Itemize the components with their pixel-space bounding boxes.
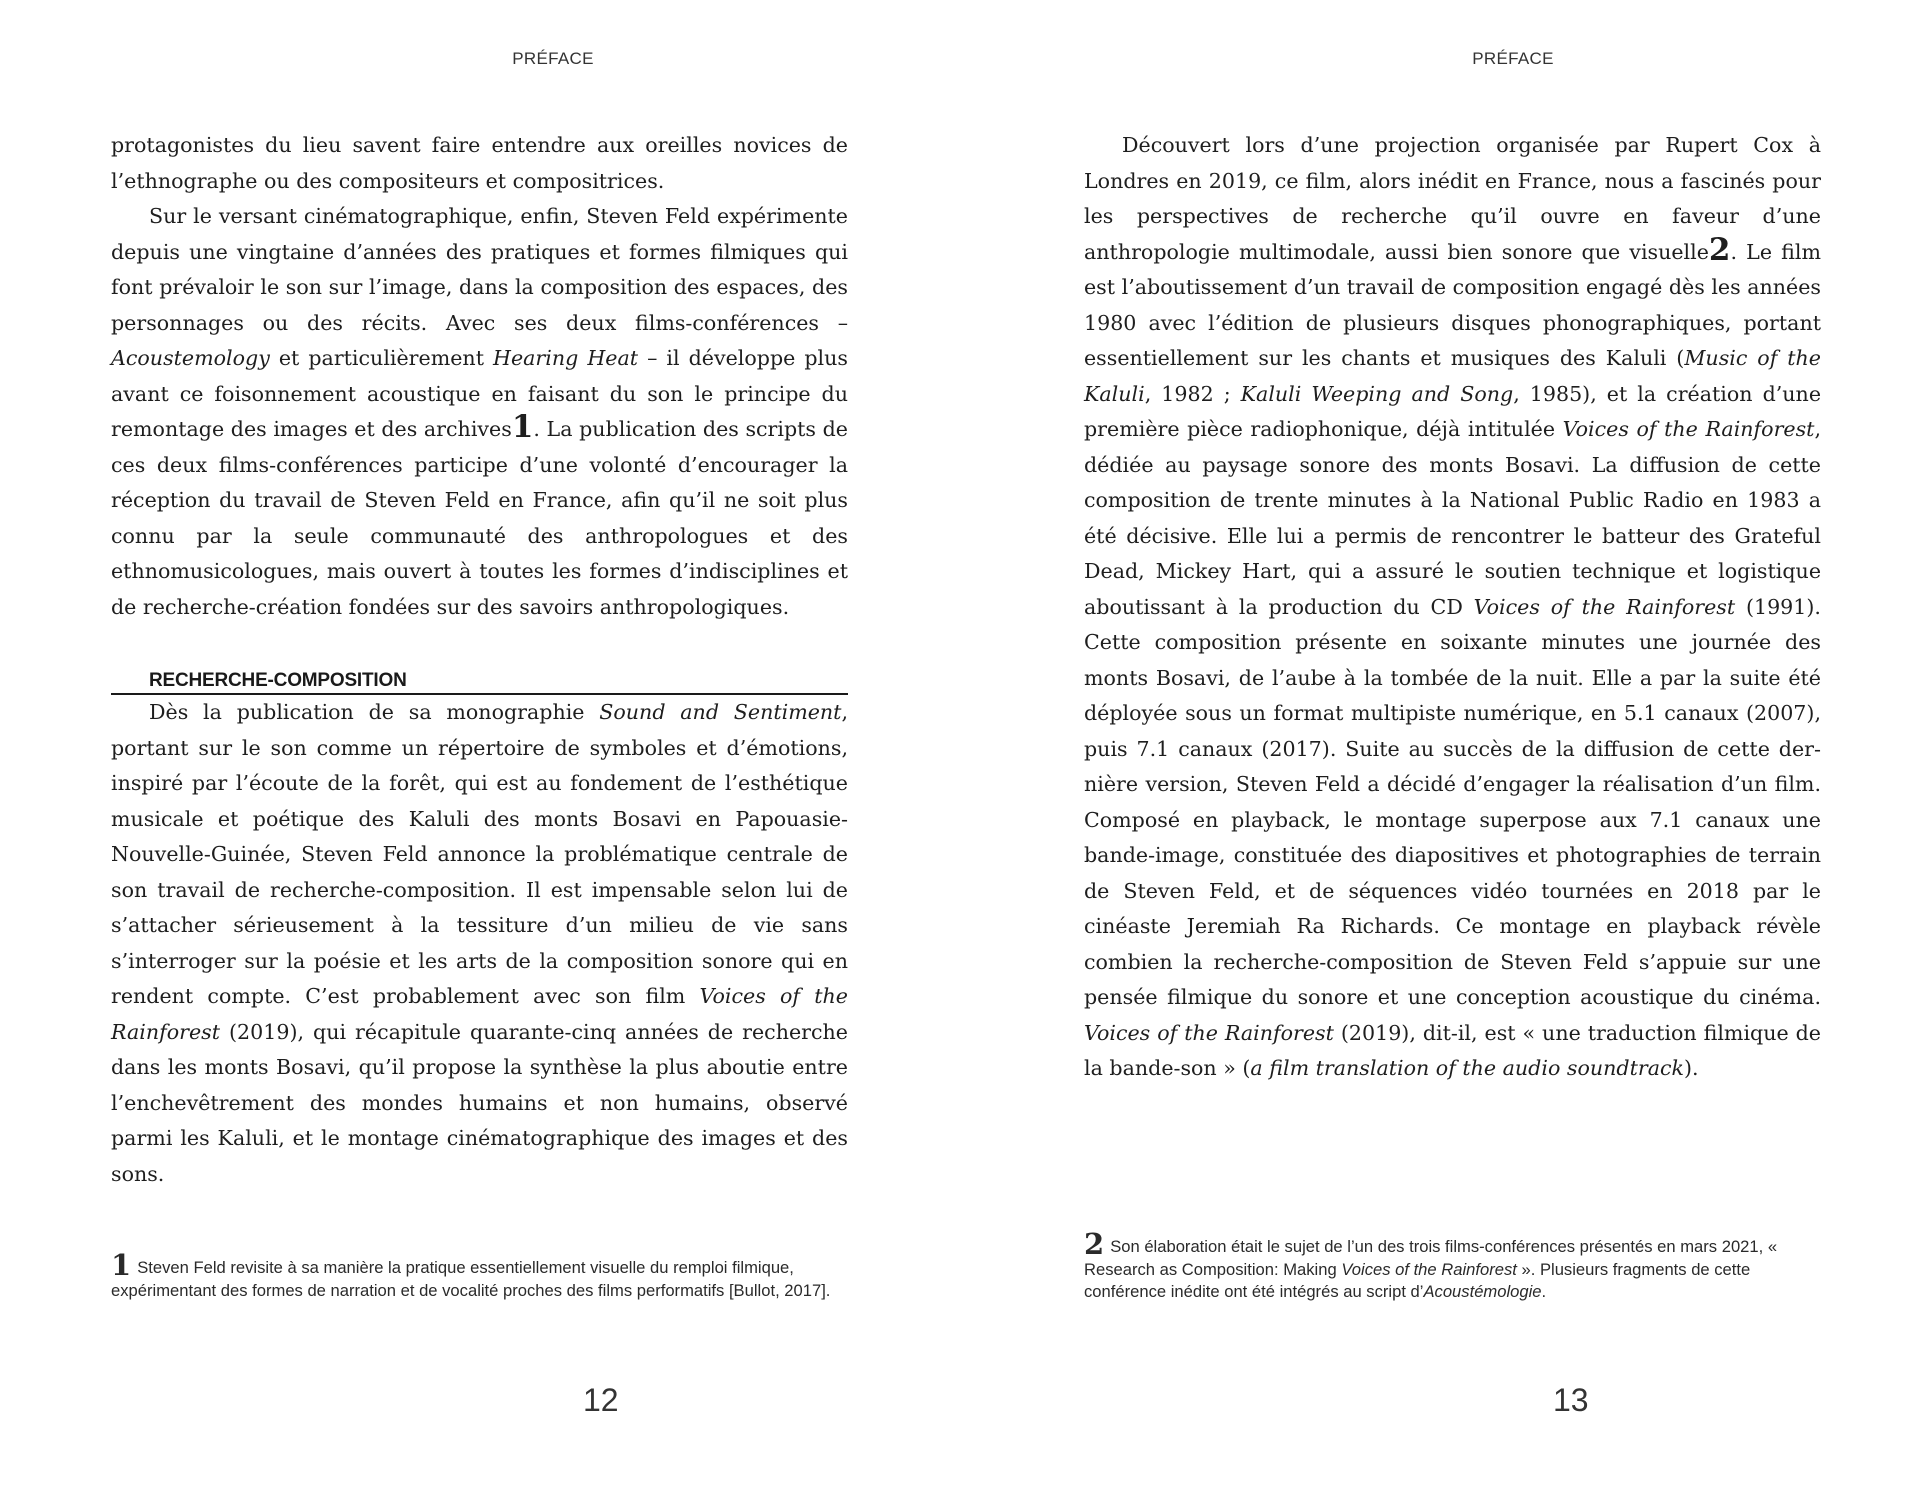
page-number: 12 (583, 1382, 619, 1418)
work-title: Acoustemology (111, 346, 270, 370)
work-title: Sound and Sentiment (599, 700, 842, 724)
work-title: Voices of the Rainforest (1084, 1020, 1334, 1045)
footnote-text: Steven Feld revisite à sa manière la pratique essentiellement visuelle du remploi filmique, expérimentant des formes de narration et de vocalité proches des films performatifs [Bullot, 2017]. (111, 1258, 831, 1300)
page-number: 13 (1553, 1382, 1589, 1418)
running-head: PRÉFACE (1472, 49, 1554, 68)
paragraph: protagonistes du lieu savent faire entendre aux oreilles novices de l’ethnographe ou des compositeurs et compositrices. (111, 133, 848, 193)
running-head: PRÉFACE (512, 49, 594, 68)
work-title: Hearing Heat (493, 346, 639, 370)
work-title: Voices of the Rainforest (111, 984, 848, 1044)
footnote (111, 1248, 831, 1302)
section-heading: RECHERCHE-COMPOSITION (111, 670, 848, 695)
body-text (111, 128, 848, 1192)
right-page (960, 0, 1920, 1496)
work-title: Voices of the Rainforest (1562, 417, 1815, 441)
work-title: Kaluli Weeping and Song (1240, 381, 1514, 406)
paragraph: Dès la publication de sa monographie Sound and Sentiment, portant sur le son comme un répertoire de symboles et d’émotions, inspiré par l’écoute de la forêt, qui est au fondement de l’esthétique musicale et poétique des Kaluli des monts Bosavi en Papouasie-Nouvelle-Guinée, Steven Feld annonce la problématique centrale de son travail de recherche-composition. Il est impensable selon lui de s’attacher sérieusement à la tessiture d’un milieu de vie sans s’interroger sur la poésie et les arts de la composition sonore qui en rendent compte. C’est probablement avec son film Voices of the Rainforest (2019), qui récapitule quarante-cinq années de recherche dans les monts Bosavi, qu’il propose la synthèse la plus aboutie entre l’enchevêtrement des mondes humains et non humains, observé parmi les Kaluli, et le montage cinématographique des images et des sons. (111, 700, 848, 1186)
work-title: Voices of the Rainforest (1473, 594, 1736, 619)
work-title: Music of the Kaluli (1084, 346, 1821, 406)
footnote: 2 Son élaboration était le sujet de l’un des trois films-conférences présentés en mars 2021, « Research as Composition: Making Voices of the Rainforest ». Plusieurs fragments de cette conférence inédite ont été intégrés au script d’Acoustémologie. (1084, 1227, 1778, 1301)
paragraph: Découvert lors d’une projection organisée par Rupert Cox à Londres en 2019, ce film, alors inédit en France, nous a fascinés pour les perspectives de recherche qu’il ouvre en faveur d’une anthropologie multimodale, aussi bien sonore que visuelle2. Le film est l’aboutissement d’un travail de composition engagé dès les années 1980 avec l’édition de plusieurs disques phonographiques, portant essentiellement sur les chants et musiques des Kaluli (Music of the Kaluli, 1982 ; Kaluli Weeping and Song, 1985), et la création d’une première pièce radiophonique, déjà intitulée Voices of the Rainforest, dédiée au paysage sonore des monts Bosavi. La diffusion de cette composition de trente minutes à la National Public Radio en 1983 a été décisive. Elle lui a permis de rencontrer le batteur des Grateful Dead, Mickey Hart, qui a assuré le soutien technique et logistique aboutissant à la production du CD Voices of the Rainforest (1991). Cette composition présente en soixante minutes une journée des monts Bosavi, de l’aube à la tombée de la nuit. Elle a par la suite été déployée sous un format multipiste numérique, en 5.1 canaux (2007), puis 7.1 canaux (2017). Suite au succès de la diffusion de cette dernière version, Steven Feld a décidé d’engager la réalisation d’un film. Composé en playback, le montage superpose aux 7.1 canaux une bande-image, constituée des diapositives et photographies de terrain de Steven Feld, et de séquences vidéo tournées en 2018 par le cinéaste Jeremiah Ra Richards. Ce montage en playback révèle combien la recherche-composition de Steven Feld s’appuie sur une pensée filmique du sonore et une conception acoustique du cinéma. Voices of the Rainforest (2019), dit-il, est « une traduction filmique de la bande-son » (a film translation of the audio soundtrack). (1084, 133, 1822, 1080)
quote-translation: a film translation of the audio soundtrack (1250, 1056, 1684, 1080)
footnote-number: 1 (111, 1248, 132, 1282)
paragraph: Sur le versant cinématographique, enfin, Steven Feld expérimente depuis une vingtaine d’années des pratiques et formes filmiques qui font prévaloir le son sur l’image, dans la composition des espaces, des personnages ou des récits. Avec ses deux films-conférences – Acoustemology et particulièrement Hearing Heat – il développe plus avant ce foisonnement acoustique en faisant du son le principe du remontage des images et des archives1. La publication des scripts de ces deux films-conférences participe d’une volonté d’encourager la réception du travail de Steven Feld en France, afin qu’il ne soit plus connu par la seule communauté des anthropologues et des ethnomusicologues, mais ouvert à toutes les formes d’indisciplines et de recherche-création fondées sur des savoirs anthropologiques. (111, 204, 848, 619)
work-title: Acoustémologie (1423, 1282, 1542, 1301)
footnote-reference[interactable]: 2 (1708, 231, 1731, 268)
left-page (0, 0, 960, 1496)
footnote-number: 2 (1084, 1227, 1105, 1261)
body-text (1084, 128, 1821, 1087)
footnote-reference[interactable]: 1 (511, 409, 534, 445)
work-title: Voices of the Rainforest (1341, 1259, 1517, 1279)
